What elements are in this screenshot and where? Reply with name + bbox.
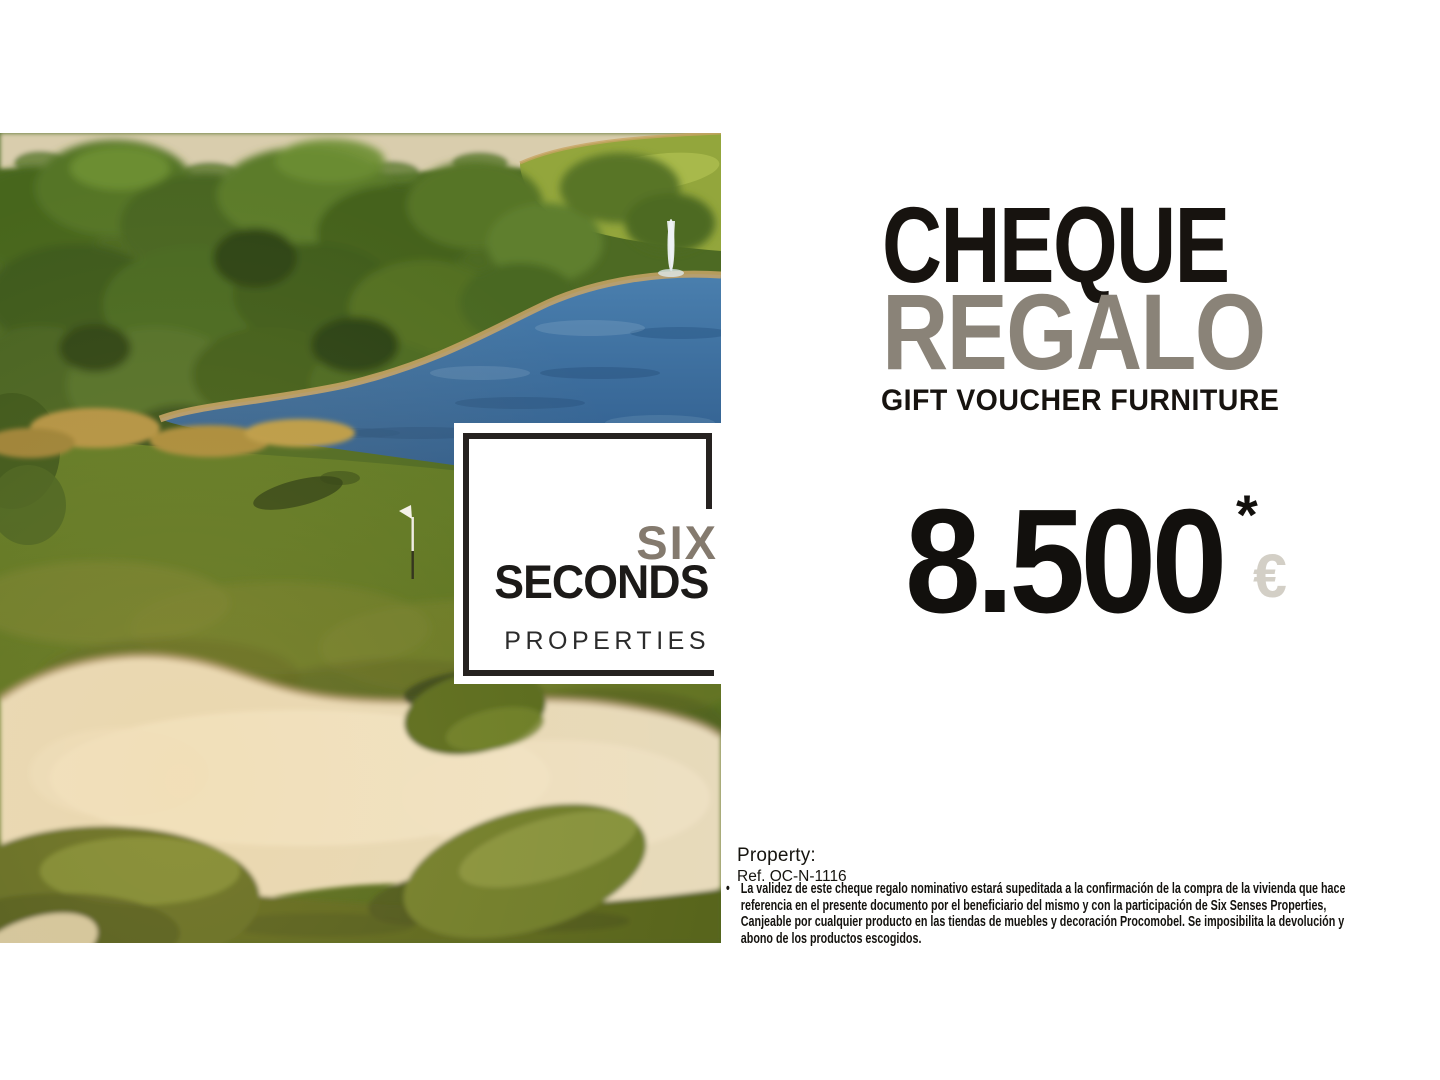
terms-line: Canjeable por cualquier producto en las tiendas de muebles y decoración Procomobel. Se imposibilita la devolución y [740, 914, 1345, 931]
terms-line [726, 881, 1345, 898]
logo-frame-bottom [463, 670, 714, 676]
terms-paragraph [726, 881, 1345, 947]
property-label: Property: [737, 845, 816, 866]
terms-line: abono de los productos escogidos. [740, 930, 922, 947]
voucher-title-line2: REGALO [882, 271, 1265, 392]
logo-frame-top [463, 433, 712, 439]
logo-word-six: SIX [636, 516, 718, 569]
euro-symbol: € [1253, 542, 1287, 610]
six-seconds-properties-logo [454, 423, 722, 684]
bullet-icon: • [726, 881, 730, 897]
property-reference: Ref. OC-N-1116 [737, 868, 847, 885]
amount-asterisk: * [1236, 483, 1258, 546]
logo-word-seconds: SECONDS [493, 555, 708, 608]
terms-line: referencia en el presente documento por el beneficiario del mismo y con la participación de Six Senses Properties, [740, 897, 1327, 914]
voucher-amount: 8.500 [905, 479, 1223, 644]
voucher-title-line1: CHEQUE [882, 184, 1229, 305]
logo-word-properties: PROPERTIES [504, 627, 710, 655]
logo-frame-right [706, 433, 712, 509]
terms-line-text: La validez de este cheque regalo nominativo estará supeditada a la confirmación de la compra de la vivienda que hace [740, 881, 1346, 897]
logo-frame-left [463, 433, 469, 676]
voucher-subtitle: GIFT VOUCHER FURNITURE [881, 384, 1280, 417]
